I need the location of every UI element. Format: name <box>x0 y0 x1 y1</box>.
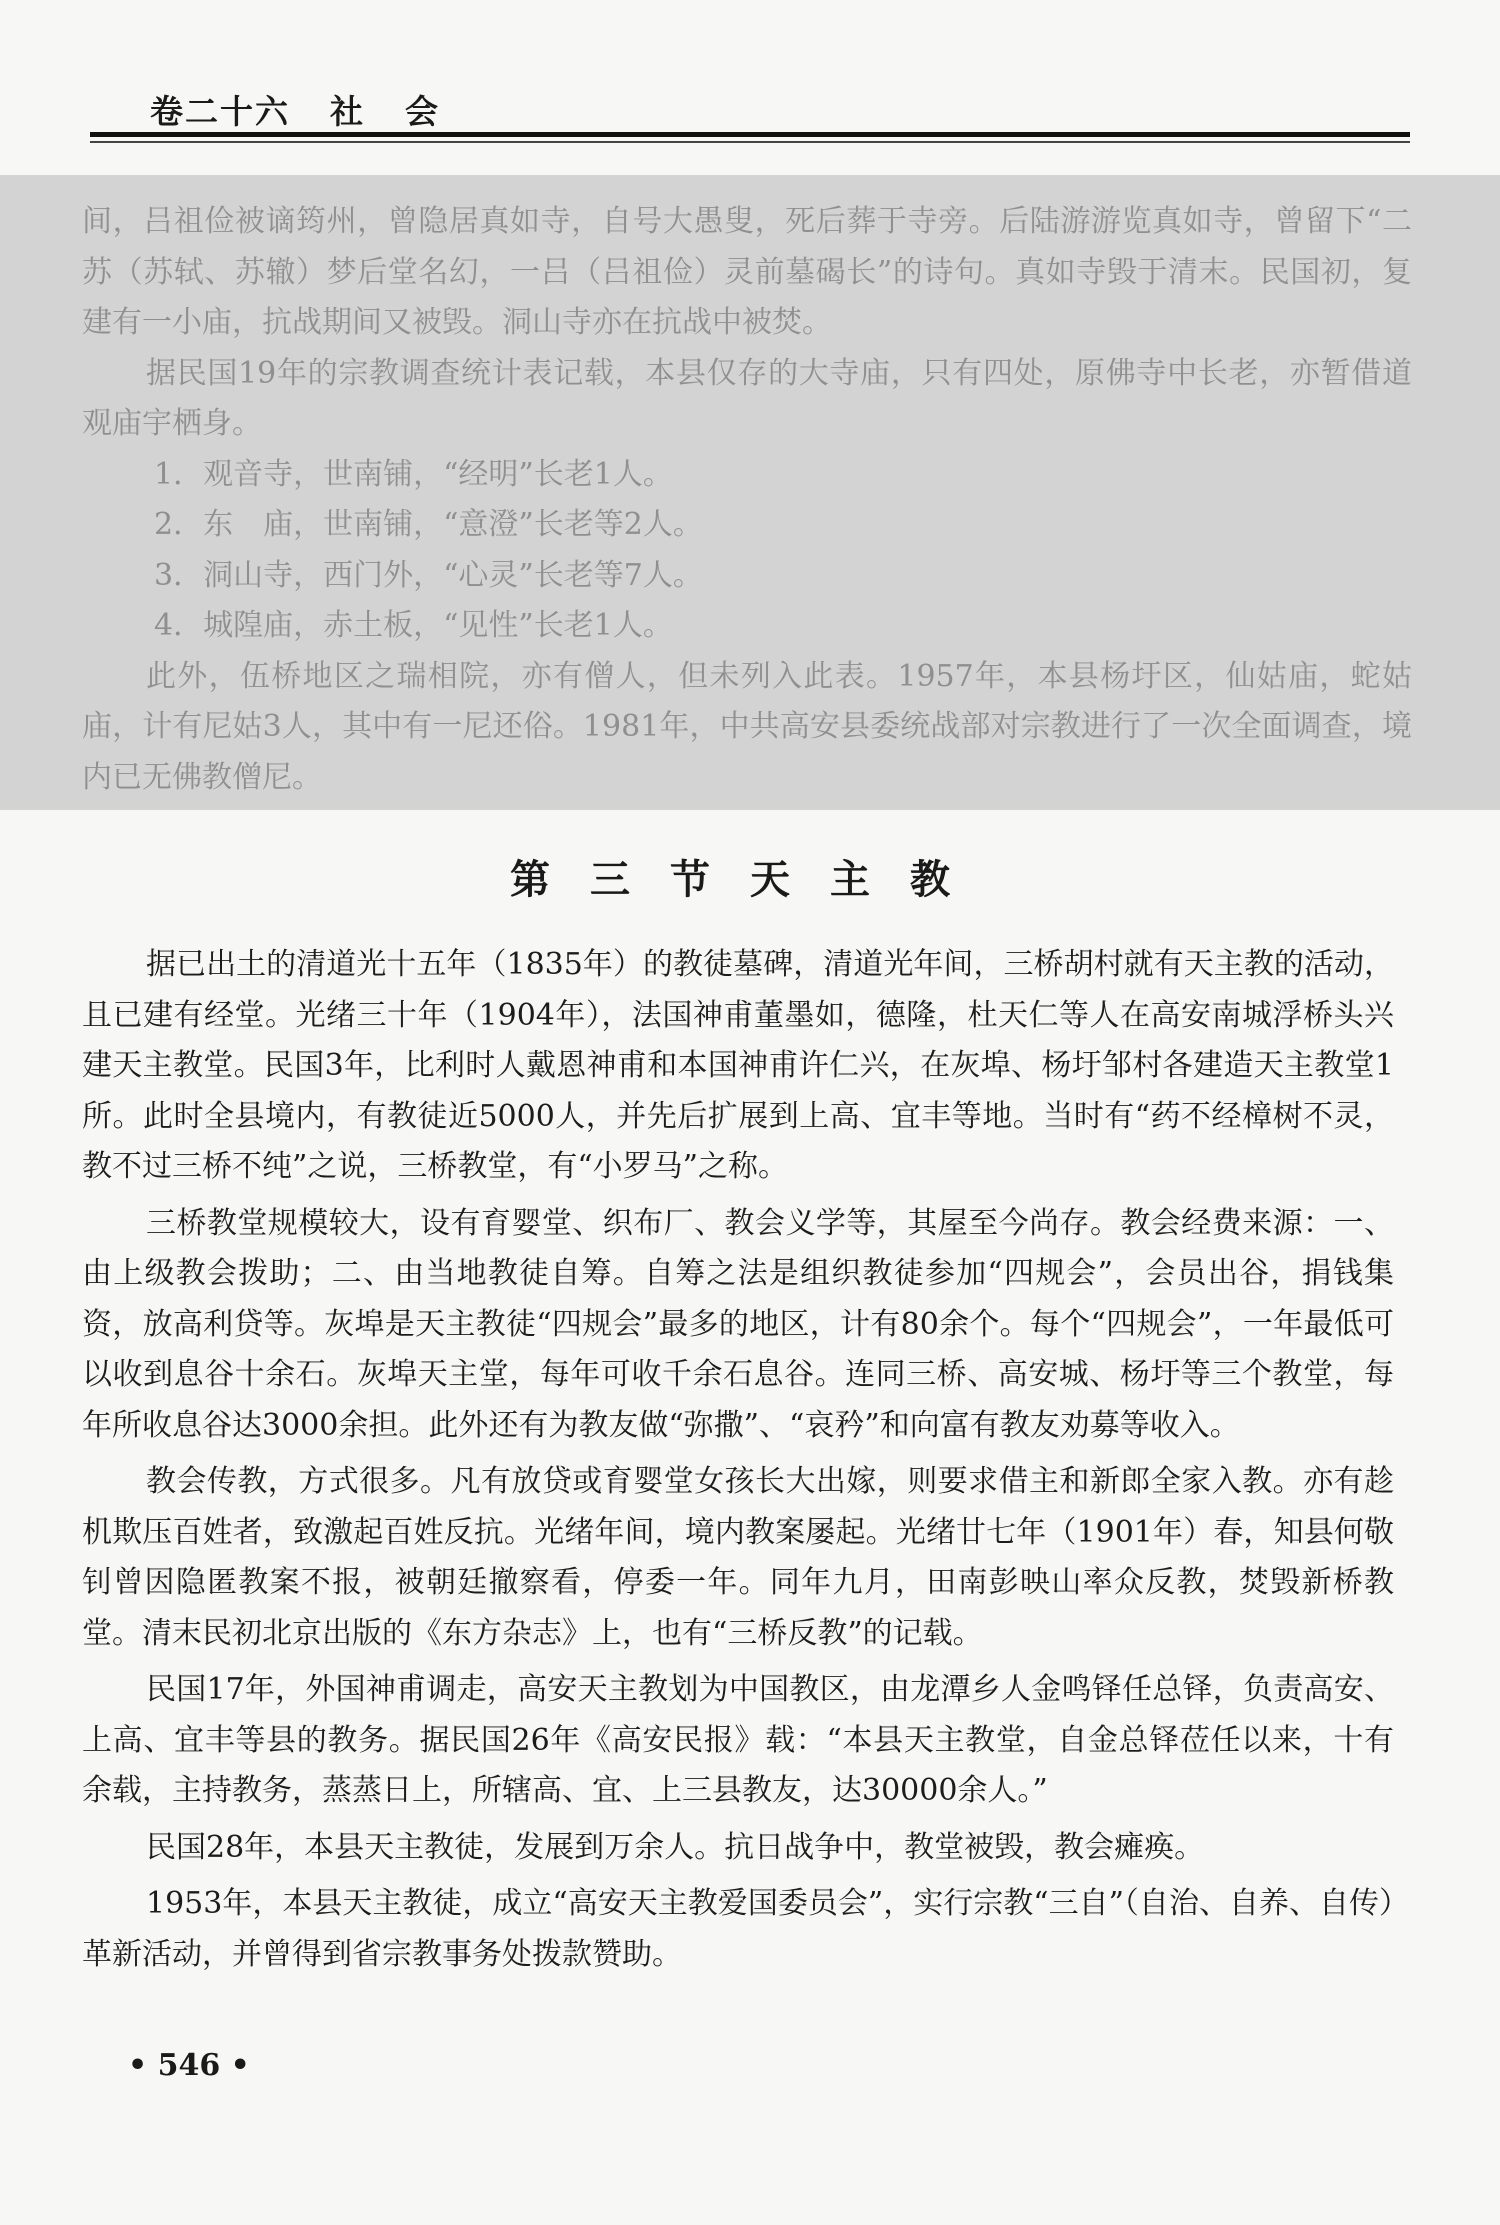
running-header <box>90 78 1410 138</box>
list-item: 3．洞山寺，西门外，“心灵”长老等7人。 <box>154 557 703 593</box>
header-rule <box>90 132 1410 137</box>
header-title <box>150 86 440 133</box>
main-body <box>82 940 1394 1986</box>
shaded-paragraph: 据民国19年的宗教调查统计表记载，本县仅存的大寺庙，只有四处，原佛寺中长老，亦暂借道观庙宇栖身。 <box>82 355 1412 441</box>
header-volume: 卷二十六 <box>150 92 290 131</box>
shaded-previous-section <box>0 175 1500 810</box>
body-paragraph: 据已出土的清道光十五年（1835年）的教徒墓碑，清道光年间，三桥胡村就有天主教的活动，且已建有经堂。光绪三十年（1904年），法国神甫董墨如，德隆，杜天仁等人在高安南城浮桥头兴建天主教堂。民国3年，比利时人戴恩神甫和本国神甫许仁兴，在灰埠、杨圩邹村各建造天主教堂1所。此时全县境内，有教徒近5000人，并先后扩展到上高、宜丰等地。当时有“药不经樟树不灵，教不过三桥不纯”之说，三桥教堂，有“小罗马”之称。 <box>82 947 1394 1184</box>
shaded-paragraph: 间，吕祖俭被谪筠州，曾隐居真如寺，自号大愚叟，死后葬于寺旁。后陆游游览真如寺，曾留下“二苏（苏轼、苏辙）梦后堂名幻，一吕（吕祖俭）灵前墓碣长”的诗句。真如寺毁于清末。民国初，复建有一小庙，抗战期间又被毁。洞山寺亦在抗战中被焚。 <box>82 204 1412 340</box>
list-item: 1．观音寺，世南铺，“经明”长老1人。 <box>154 456 673 492</box>
header-rule-thin <box>90 141 1410 143</box>
body-paragraph: 民国17年，外国神甫调走，高安天主教划为中国教区，由龙潭乡人金鸣铎任总铎，负责高安、上高、宜丰等县的教务。据民国26年《高安民报》载：“本县天主教堂，自金总铎莅任以来，十有余载，主持教务，蒸蒸日上，所辖高、宜、上三县教友，达30000余人。” <box>82 1672 1394 1808</box>
section-title: 第三节天主教 <box>510 856 990 903</box>
body-paragraph: 民国28年，本县天主教徒，发展到万余人。抗日战争中，教堂被毁，教会瘫痪。 <box>146 1829 1205 1865</box>
body-paragraph: 1953年，本县天主教徒，成立“高安天主教爱国委员会”，实行宗教“三自”（自治、自养、自传）革新活动，并曾得到省宗教事务处拨款赞助。 <box>82 1886 1394 1972</box>
header-chapter-2: 会 <box>405 92 440 131</box>
body-paragraph: 教会传教，方式很多。凡有放贷或育婴堂女孩长大出嫁，则要求借主和新郎全家入教。亦有趁机欺压百姓者，致激起百姓反抗。光绪年间，境内教案屡起。光绪廿七年（1901年）春，知县何敬钊曾因隐匿教案不报，被朝廷撤察看，停委一年。同年九月，田南彭映山率众反教，焚毁新桥教堂。清末民初北京出版的《东方杂志》上，也有“三桥反教”的记载。 <box>82 1464 1394 1651</box>
header-chapter: 社 <box>330 92 365 131</box>
list-item: 2．东 庙，世南铺，“意澄”长老等2人。 <box>154 507 703 542</box>
shaded-paragraph: 此外，伍桥地区之瑞相院，亦有僧人，但未列入此表。1957年，本县杨圩区，仙姑庙，蛇姑庙，计有尼姑3人，其中有一尼还俗。1981年，中共高安县委统战部对宗教进行了一次全面调查，境内已无佛教僧尼。 <box>82 658 1412 795</box>
list-item: 4．城隍庙，赤土板，“见性”长老1人。 <box>154 608 673 643</box>
body-paragraph: 三桥教堂规模较大，设有育婴堂、织布厂、教会义学等，其屋至今尚存。教会经费来源：一、由上级教会拨助；二、由当地教徒自筹。自筹之法是组织教徒参加“四规会”，会员出谷，捐钱集资，放高利贷等。灰埠是天主教徒“四规会”最多的地区，计有80余个。每个“四规会”，一年最低可以收到息谷十余石。灰埠天主堂，每年可收千余石息谷。连同三桥、高安城、杨圩等三个教堂，每年所收息谷达3000余担。此外还有为教友做“弥撒”、“哀矜”和向富有教友劝募等收入。 <box>82 1205 1394 1443</box>
page-number: • 546 • <box>128 2048 250 2083</box>
